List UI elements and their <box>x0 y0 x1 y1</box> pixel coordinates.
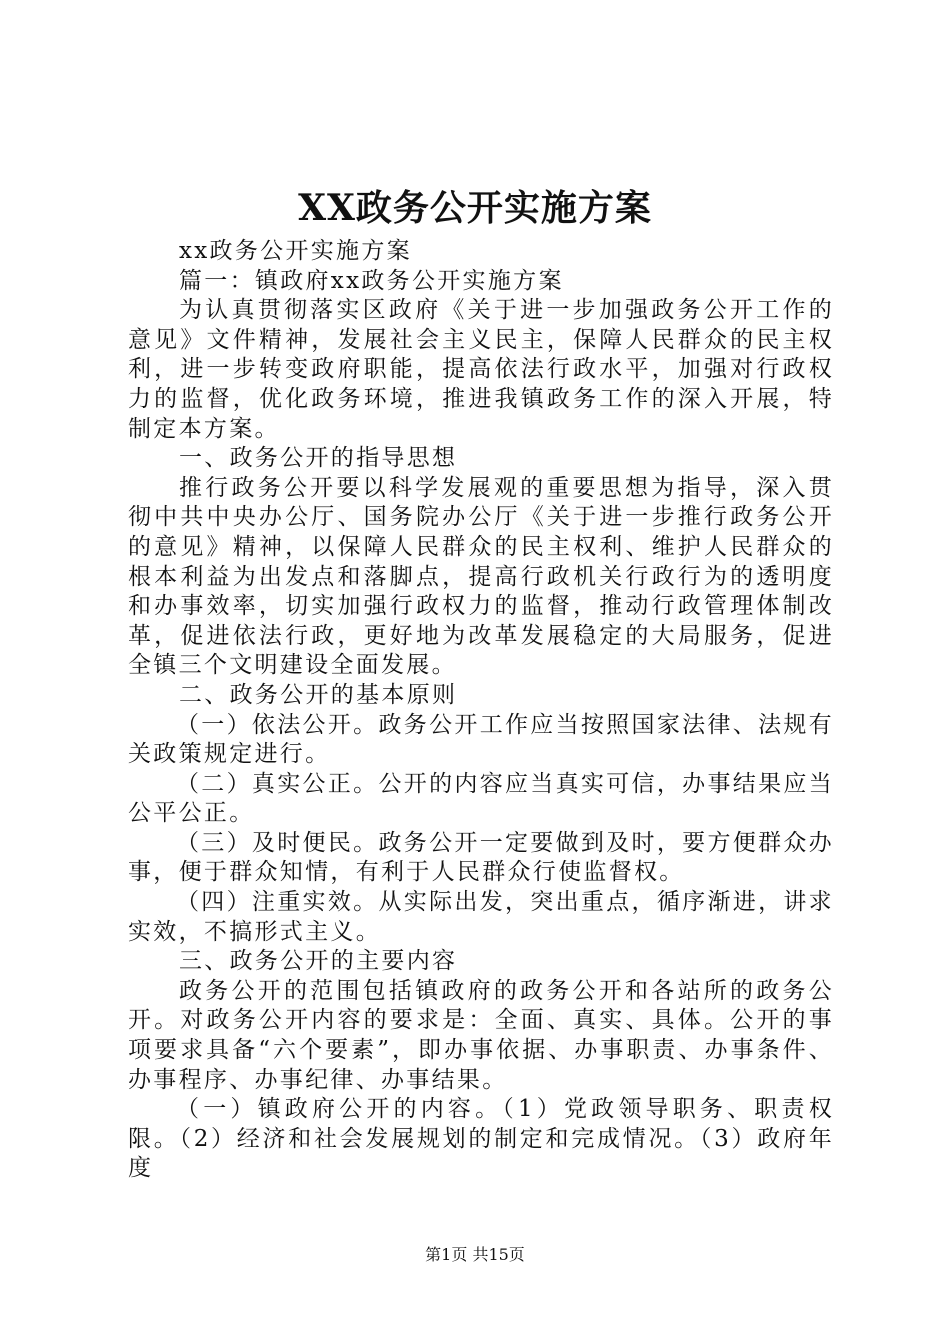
paragraph-main-content: 政务公开的范围包括镇政府的政务公开和各站所的政务公开。对政务公开内容的要求是：全面、真实、具体。公开的事项要求具备“六个要素”，即办事依据、办事职责、办事条件、办事程序、办事纪律、办事结果。 <box>128 977 834 1093</box>
principle-item-2: （二）真实公正。公开的内容应当真实可信，办事结果应当公平公正。 <box>128 770 834 827</box>
section-heading-main-content: 三、政务公开的主要内容 <box>179 948 458 975</box>
document-body <box>128 237 834 1184</box>
document-title: XX政务公开实施方案 <box>298 187 652 229</box>
paragraph-guiding-thought: 推行政务公开要以科学发展观的重要思想为指导，深入贯彻中共中央办公厅、国务院办公厅《关于进一步推行政务公开的意见》精神，以保障人民群众的民主权利、维护人民群众的根本利益为出发点和落脚点，提高行政机关行政行为的透明度和办事效率，切实加强行政权力的监督，推动行政管理体制改革，促进依法行政，更好地为改革发展稳定的大局服务，促进全镇三个文明建设全面发展。 <box>128 474 834 679</box>
paragraph-subtitle: xx政务公开实施方案 <box>179 238 412 264</box>
paragraph-intro: 为认真贯彻落实区政府《关于进一步加强政务公开工作的意见》文件精神，发展社会主义民主，保障人民群众的民主权利，进一步转变政府职能，提高依法行政水平，加强对行政权力的监督，优化政务环境，推进我镇政务工作的深入开展，特制定本方案。 <box>128 297 834 442</box>
principle-item-3: （三）及时便民。政务公开一定要做到及时，要方便群众办事，便于群众知情，有利于人民群众行使监督权。 <box>128 829 834 886</box>
section-heading-guiding-thought: 一、政务公开的指导思想 <box>179 445 458 472</box>
principle-item-1: （一）依法公开。政务公开工作应当按照国家法律、法规有关政策规定进行。 <box>128 711 834 768</box>
paragraph-town-government-content: （一）镇政府公开的内容。（1）党政领导职务、职责权限。（2）经济和社会发展规划的制定和完成情况。（3）政府年度 <box>128 1096 834 1182</box>
paragraph-chapter-heading: 篇一：镇政府xx政务公开实施方案 <box>179 267 564 294</box>
principle-item-4: （四）注重实效。从实际出发，突出重点，循序渐进，讲求实效，不搞形式主义。 <box>128 889 834 945</box>
page-footer: 第1页 共15页 <box>425 1245 525 1264</box>
section-heading-basic-principles: 二、政务公开的基本原则 <box>179 681 458 708</box>
